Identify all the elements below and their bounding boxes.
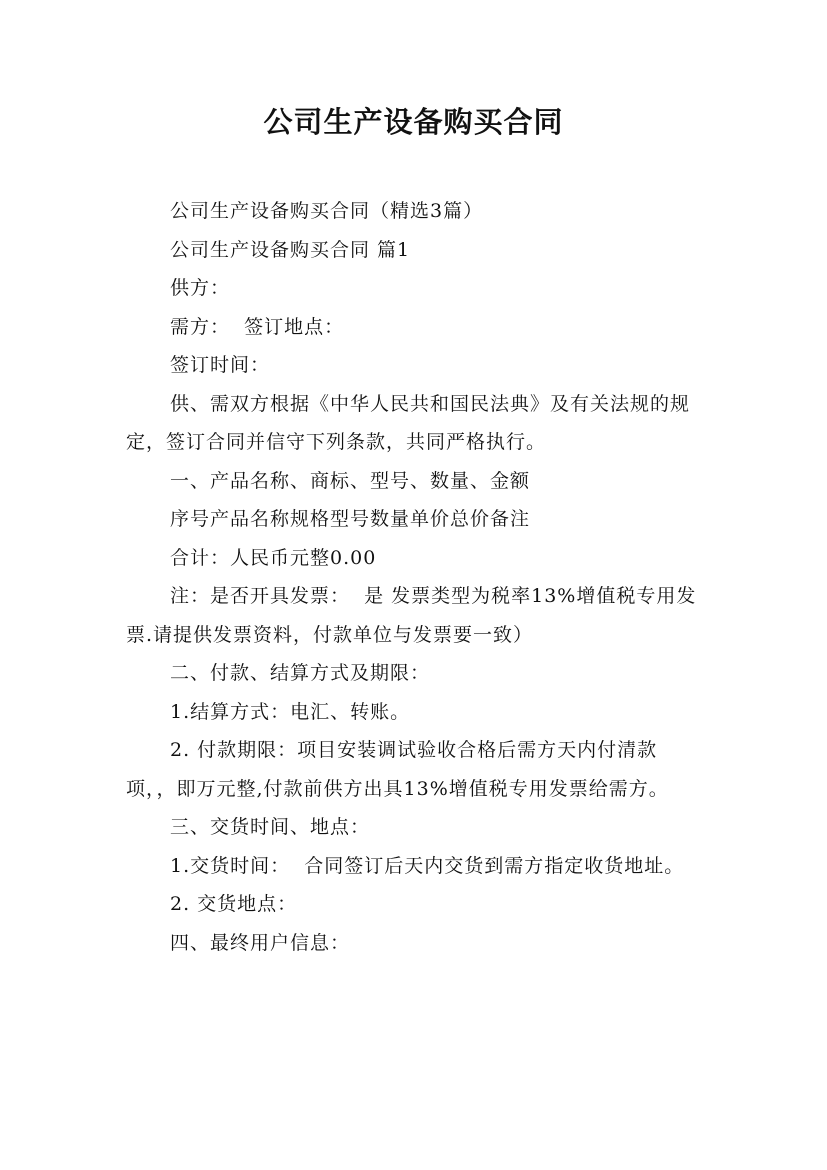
clause-2-heading: 二、付款、结算方式及期限： bbox=[170, 662, 431, 684]
buyer-location-line: 需方： 签订地点： bbox=[170, 315, 345, 338]
invoice-note-paragraph: 注：是否开具发票： 是 发票类型为税率13%增值税专用发票.请提供发票资料，付款单位与发票要一致） bbox=[126, 585, 697, 646]
subtitle-selected: 公司生产设备购买合同（精选3篇） bbox=[170, 200, 484, 222]
preamble-paragraph: 供、需双方根据《中华人民共和国民法典》及有关法规的规定，签订合同并信守下列条款，共同严格执行。 bbox=[126, 392, 691, 453]
settlement-method-line: 1.结算方式：电汇、转账。 bbox=[170, 700, 411, 723]
delivery-place-line: 2. 交货地点： bbox=[170, 893, 298, 915]
total-line: 合计：人民币元整0.00 bbox=[170, 546, 377, 569]
supplier-line: 供方： bbox=[170, 277, 231, 299]
product-table-header-line: 序号产品名称规格型号数量单价总价备注 bbox=[170, 508, 531, 530]
document-body bbox=[126, 192, 706, 962]
signing-time-line: 签订时间： bbox=[170, 354, 271, 376]
clause-1-heading: 一、产品名称、商标、型号、数量、金额 bbox=[170, 469, 531, 492]
clause-3-heading: 三、交货时间、地点： bbox=[170, 816, 371, 838]
section-heading-part1: 公司生产设备购买合同 篇1 bbox=[170, 238, 411, 261]
payment-term-paragraph: 2. 付款期限：项目安装调试验收合格后需方天内付清款项，，即万元整,付款前供方出具13%增值税专用发票给需方。 bbox=[126, 739, 669, 800]
clause-4-heading: 四、最终用户信息： bbox=[170, 931, 351, 954]
delivery-time-paragraph: 1.交货时间： 合同签订后天内交货到需方指定收货地址。 bbox=[170, 854, 685, 877]
document-title: 公司生产设备购买合同 bbox=[263, 105, 564, 139]
